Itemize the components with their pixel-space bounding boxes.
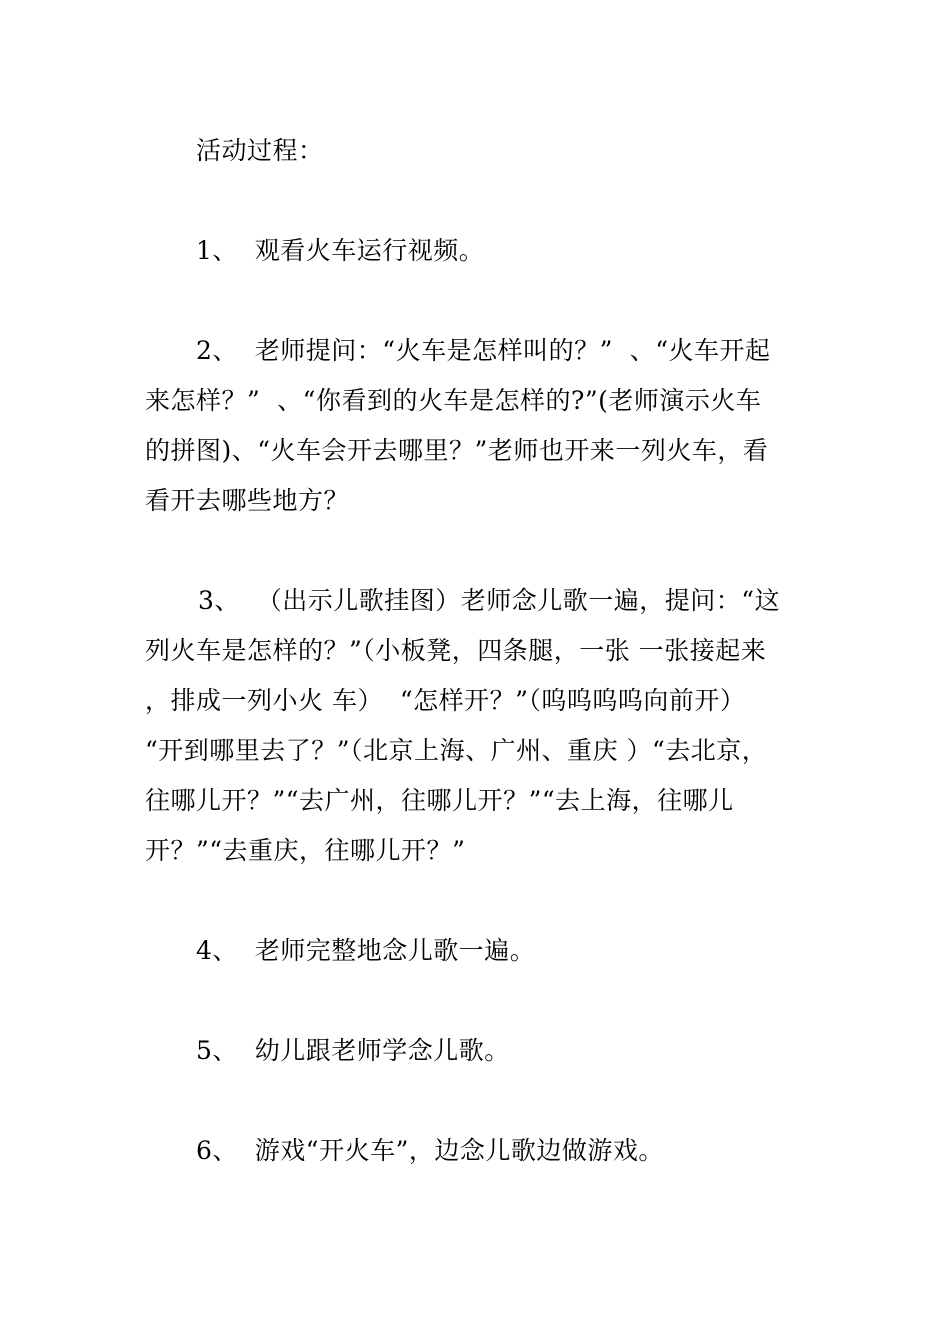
list-item-2-line-2: 来怎样？” 、“你看到的火车是怎样的?”(老师演示火车 bbox=[145, 386, 762, 415]
list-item-1-line-1: 1、 观看火车运行视频。 bbox=[196, 236, 485, 265]
list-item-4-line-1: 4、 老师完整地念儿歌一遍。 bbox=[196, 936, 536, 965]
list-item-3-line-2: 列火车是怎样的？”（小板凳，四条腿，一张 一张接起来 bbox=[145, 636, 767, 665]
list-item-5-line-1: 5、 幼儿跟老师学念儿歌。 bbox=[196, 1036, 510, 1065]
list-item-3-line-1: 3、 （出示儿歌挂图）老师念儿歌一遍，提问：“这 bbox=[198, 586, 781, 615]
list-item-3-line-3: ，排成一列小火 车） “怎样开？”（呜呜呜呜向前开） bbox=[145, 686, 746, 715]
list-item-6-line-1: 6、 游戏“开火车”，边念儿歌边做游戏。 bbox=[196, 1136, 664, 1165]
section-heading: 活动过程： bbox=[196, 136, 324, 165]
list-item-2-line-1: 2、 老师提问：“火车是怎样叫的？” 、“火车开起 bbox=[196, 336, 771, 365]
list-item-3-line-4: “开到哪里去了？”（北京上海、广州、重庆 ）“去北京， bbox=[145, 736, 768, 765]
list-item-3-line-5: 往哪儿开？”“去广州，往哪儿开？”“去上海，往哪儿 bbox=[145, 786, 734, 815]
list-item-2-line-4: 看开去哪些地方？ bbox=[145, 486, 350, 515]
list-item-3-line-6: 开？”“去重庆，往哪儿开？” bbox=[145, 836, 466, 865]
list-item-2-line-3: 的拼图)、“火车会开去哪里？”老师也开来一列火车，看 bbox=[145, 436, 769, 465]
